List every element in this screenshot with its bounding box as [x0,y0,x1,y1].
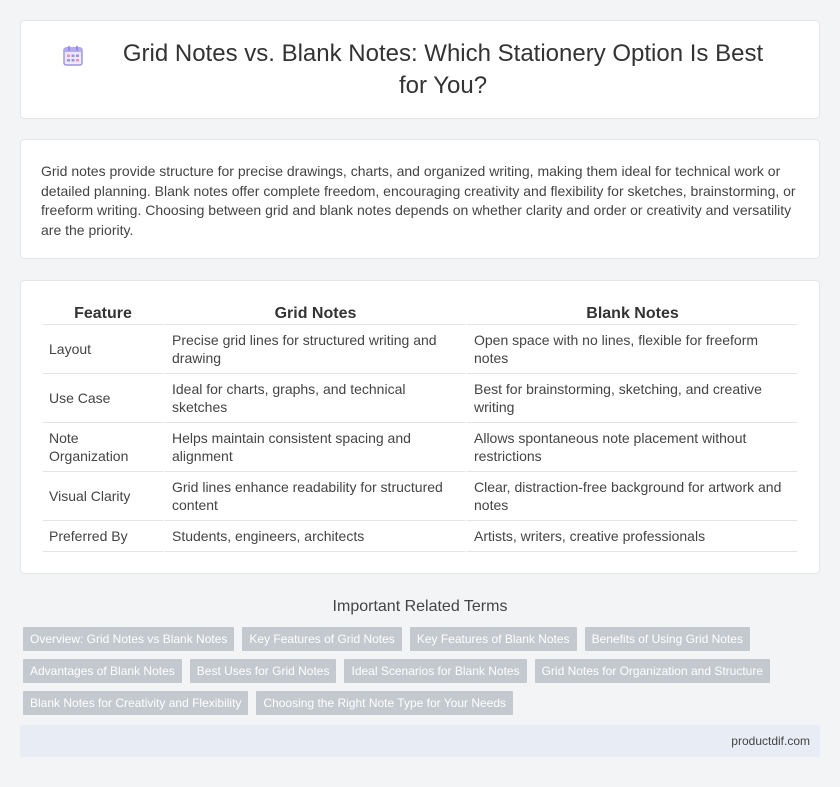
blank-notes-cell: Artists, writers, creative professionals [465,521,797,552]
tag-link[interactable]: Overview: Grid Notes vs Blank Notes [23,627,234,651]
comparison-card [20,280,820,574]
feature-cell: Visual Clarity [43,472,163,521]
grid-notes-cell: Students, engineers, architects [163,521,465,552]
grid-notes-cell: Ideal for charts, graphs, and technical sketches [163,374,465,423]
tag-link[interactable]: Benefits of Using Grid Notes [585,627,750,651]
tag-link[interactable]: Key Features of Grid Notes [242,627,401,651]
table-row [43,325,797,374]
tag-link[interactable]: Best Uses for Grid Notes [190,659,337,683]
tag-link[interactable]: Ideal Scenarios for Blank Notes [344,659,526,683]
feature-cell: Use Case [43,374,163,423]
intro-paragraph: Grid notes provide structure for precise drawings, charts, and organized writing, making them ideal for technical work or detailed planning. Blank notes offer complete freedom, encouraging creativity and flexibility for sketches, brainstorming, or freeform writing. Choosing between grid and blank notes depends on whether clarity and order or creativity and versatility are the priority. [41,163,796,238]
header-blank-notes: Blank Notes [465,301,797,325]
related-terms-tags [20,627,820,723]
blank-notes-cell: Best for brainstorming, sketching, and creative writing [465,374,797,423]
intro-card [20,139,820,259]
calendar-grid-icon [61,44,85,68]
footer-site-name: productdif.com [731,734,810,748]
table-header-row [43,301,797,325]
page-title: Grid Notes vs. Blank Notes: Which Stationery Option Is Best for You? [122,39,764,99]
blank-notes-cell: Clear, distraction-free background for artwork and notes [465,472,797,521]
comparison-table [43,301,797,552]
grid-notes-cell: Grid lines enhance readability for structured content [163,472,465,521]
grid-notes-cell: Helps maintain consistent spacing and alignment [163,423,465,472]
tag-link[interactable]: Choosing the Right Note Type for Your Needs [256,691,513,715]
feature-cell: Layout [43,325,163,374]
header-grid-notes: Grid Notes [163,301,465,325]
table-row [43,521,797,552]
title-card [20,20,820,119]
header-feature: Feature [43,301,163,325]
tag-link[interactable]: Advantages of Blank Notes [23,659,182,683]
tag-link[interactable]: Key Features of Blank Notes [410,627,577,651]
tag-link[interactable]: Blank Notes for Creativity and Flexibility [23,691,248,715]
table-row [43,374,797,423]
related-terms-title: Important Related Terms [332,598,508,615]
tag-link[interactable]: Grid Notes for Organization and Structure [535,659,770,683]
title-wrap [61,38,779,102]
blank-notes-cell: Open space with no lines, flexible for freeform notes [465,325,797,374]
grid-notes-cell: Precise grid lines for structured writing and drawing [163,325,465,374]
table-row [43,423,797,472]
feature-cell: Note Organization [43,423,163,472]
blank-notes-cell: Allows spontaneous note placement without restrictions [465,423,797,472]
feature-cell: Preferred By [43,521,163,552]
footer [20,725,820,757]
table-row [43,472,797,521]
